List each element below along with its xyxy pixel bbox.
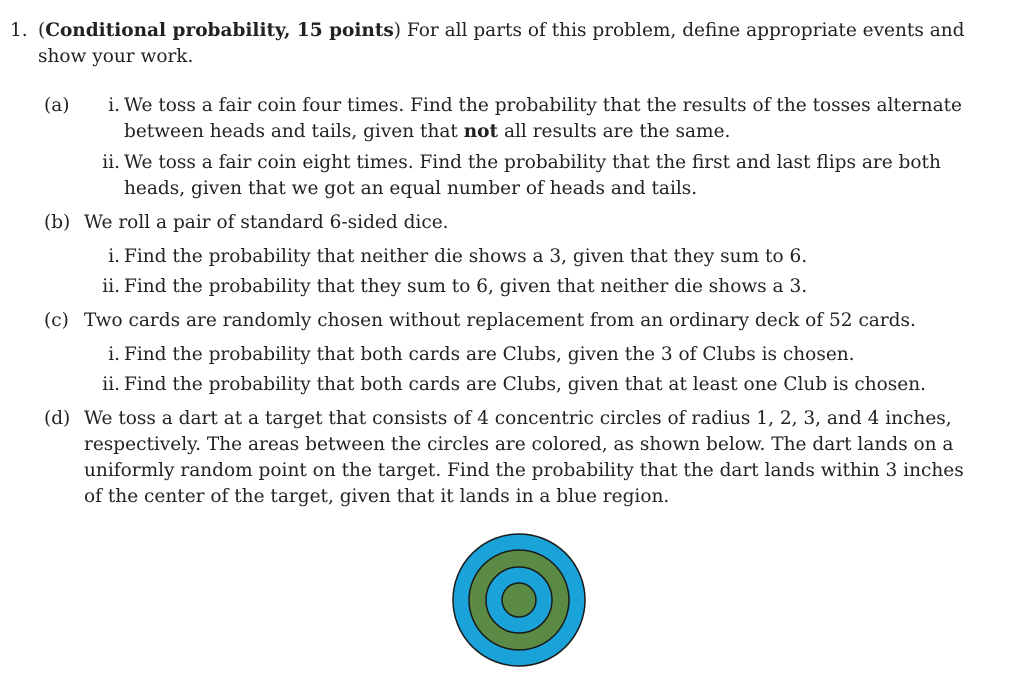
part-b-sub-i-text: Find the probability that neither die shows a 3, given that they sum to 6. bbox=[124, 246, 808, 267]
problem-title: Conditional probability, 15 points bbox=[45, 20, 394, 41]
problem-number: 1. bbox=[10, 20, 28, 41]
part-d bbox=[10, 406, 970, 510]
part-c-label: (c) bbox=[44, 310, 69, 331]
part-a-sub-i bbox=[108, 93, 970, 145]
part-c-sub-ii bbox=[84, 372, 970, 398]
part-b-subparts bbox=[84, 244, 970, 300]
part-a-sub-i-label: i. bbox=[108, 95, 120, 116]
part-a-sub-i-text-2: all results are the same. bbox=[498, 121, 731, 142]
part-c-sub-ii-label: ii. bbox=[102, 374, 120, 395]
dartboard-target bbox=[451, 532, 587, 668]
title-close-paren: ) bbox=[393, 20, 402, 41]
part-a-sub-ii-text: We toss a fair coin eight times. Find the probability that the first and last flips are both heads, given that we got an equal number of heads and tails. bbox=[124, 152, 941, 199]
part-a-sub-i-text-1: We toss a fair coin four times. Find the probability that the results of the tosses alternate between heads and tails, given that bbox=[124, 95, 962, 142]
part-c-subparts bbox=[84, 342, 970, 398]
part-c-text: Two cards are randomly chosen without replacement from an ordinary deck of 52 cards. bbox=[84, 310, 916, 331]
part-d-label: (d) bbox=[44, 408, 71, 429]
part-b-label: (b) bbox=[44, 212, 71, 233]
part-d-text: We toss a dart at a target that consists of 4 concentric circles of radius 1, 2, 3, and 4 inches, respectively. The areas between the circles are colored, as shown below. The dart lands on a uniformly random point on the target. Find the probability that the dart lands within 3 inches of the center of the target, given that it lands in a blue region. bbox=[84, 408, 964, 507]
part-b bbox=[10, 210, 970, 300]
part-b-sub-ii bbox=[84, 274, 970, 300]
part-b-sub-i-label: i. bbox=[108, 246, 120, 267]
part-b-text: We roll a pair of standard 6-sided dice. bbox=[84, 212, 449, 233]
part-c bbox=[10, 308, 970, 398]
problem-header bbox=[10, 18, 970, 70]
target-ring-1 bbox=[502, 583, 536, 617]
part-b-sub-ii-label: ii. bbox=[102, 276, 120, 297]
part-a-sub-i-bold: not bbox=[463, 121, 499, 142]
part-a-sub-ii-label: ii. bbox=[102, 152, 120, 173]
part-a bbox=[10, 93, 970, 202]
part-c-sub-ii-text: Find the probability that both cards are Clubs, given that at least one Club is chosen. bbox=[124, 374, 926, 395]
part-c-sub-i-label: i. bbox=[108, 344, 120, 365]
title-open-paren: ( bbox=[38, 20, 46, 41]
problem-intro: For all parts of this problem, define appropriate events and show your work. bbox=[38, 20, 965, 67]
part-b-sub-ii-text: Find the probability that they sum to 6, given that neither die shows a 3. bbox=[124, 276, 808, 297]
part-c-sub-i bbox=[84, 342, 970, 368]
part-a-label: (a) bbox=[44, 95, 70, 116]
part-a-sub-ii bbox=[102, 150, 970, 202]
problem-1 bbox=[10, 18, 970, 510]
part-b-sub-i bbox=[84, 244, 970, 270]
part-c-sub-i-text: Find the probability that both cards are Clubs, given the 3 of Clubs is chosen. bbox=[124, 344, 855, 365]
